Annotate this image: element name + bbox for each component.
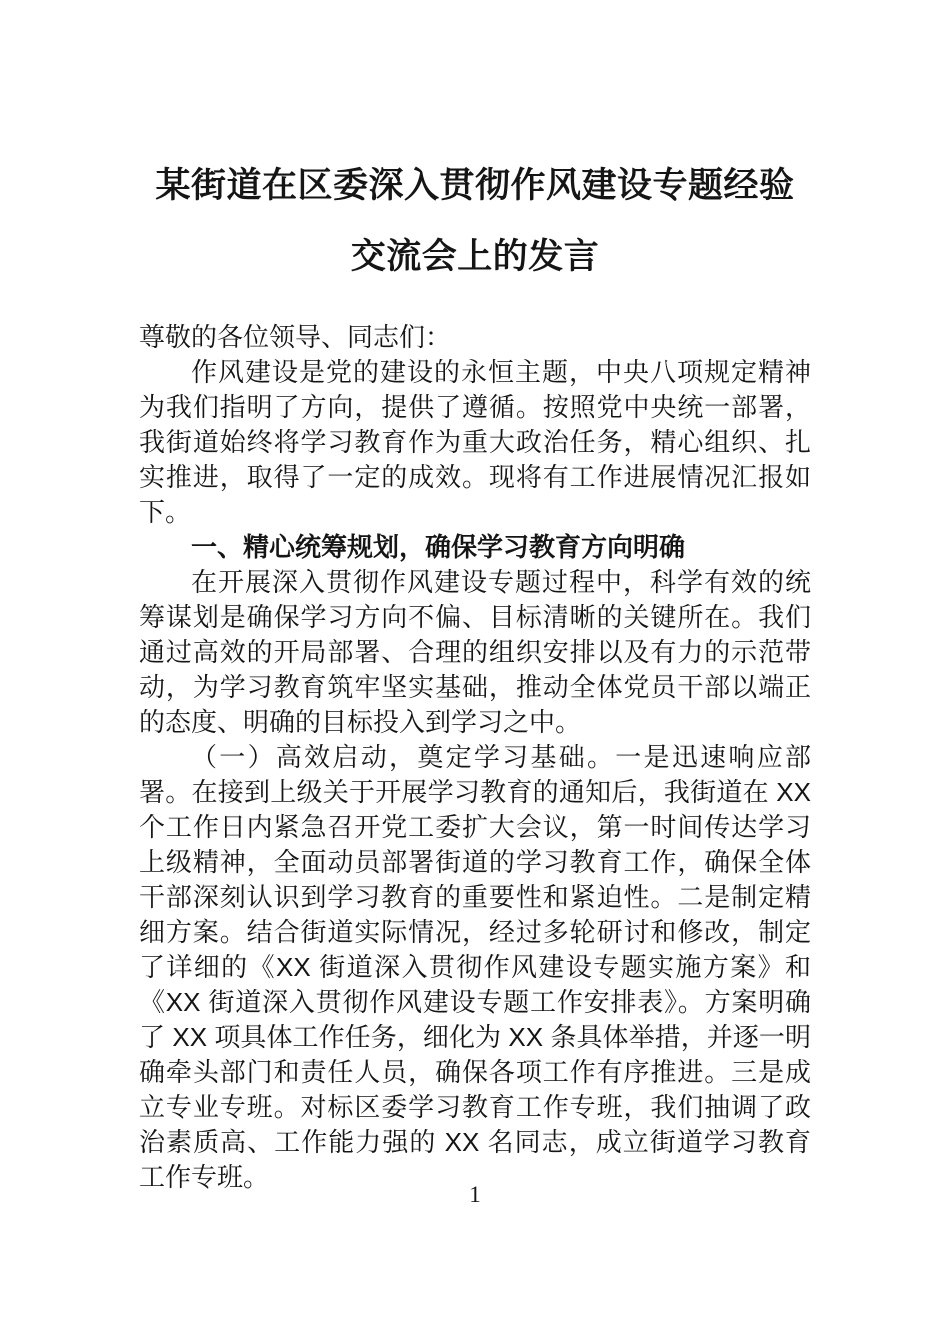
page-number: 1 <box>469 1182 481 1207</box>
document-title-line-2: 交流会上的发言 <box>350 237 600 276</box>
section-1-overview-paragraph: 在开展深入贯彻作风建设专题过程中，科学有效的统筹谋划是确保学习方向不偏、目标清晰的关键所在。我们通过高效的开局部署、合理的组织安排以及有力的示范带动，为学习教育筑牢坚实基础，推动全体党员干部以端正的态度、明确的目标投入到学习之中。 <box>139 567 811 737</box>
intro-paragraph: 作风建设是党的建设的永恒主题，中央八项规定精神为我们指明了方向，提供了遵循。按照党中央统一部署，我街道始终将学习教育作为重大政治任务，精心组织、扎实推进，取得了一定的成效。现将有工作进展情况汇报如下。 <box>139 357 811 527</box>
document-title <box>0 0 950 274</box>
section-heading-1: 一、精心统筹规划，确保学习教育方向明确 <box>191 532 686 562</box>
document-title-line-1: 某街道在区委深入贯彻作风建设专题经验 <box>155 166 795 205</box>
subsection-1-1-paragraph: （一）高效启动，奠定学习基础。一是迅速响应部署。在接到上级关于开展学习教育的通知后，我街道在 XX 个工作日内紧急召开党工委扩大会议，第一时间传达学习上级精神，全面动员部署街道的学习教育工作，确保全体干部深刻认识到学习教育的重要性和紧迫性。二是制定精细方案。结合街道实际情况，经过多轮研讨和修改，制定了详细的《XX 街道深入贯彻作风建设专题实施方案》和《XX 街道深入贯彻作风建设专题工作安排表》。方案明确了 XX 项具体工作任务，细化为 XX 条具体举措，并逐一明确牵头部门和责任人员，确保各项工作有序推进。三是成立专业专班。对标区委学习教育工作专班，我们抽调了政治素质高、工作能力强的 XX 名同志，成立街道学习教育工作专班。 <box>139 742 811 1192</box>
salutation-line: 尊敬的各位领导、同志们： <box>139 322 452 352</box>
document-body <box>139 320 811 1195</box>
